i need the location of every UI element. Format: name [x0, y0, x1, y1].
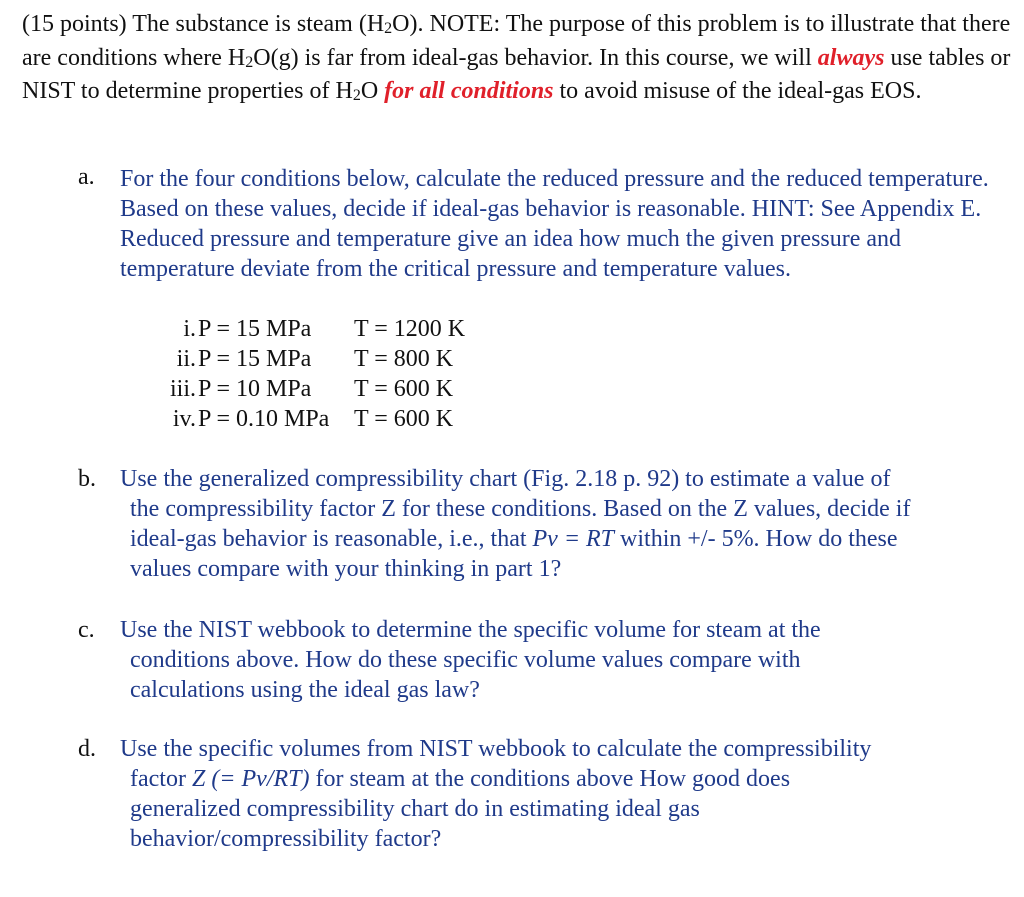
condition-number: i. — [183, 316, 196, 342]
part-c-line-1: Use the NIST webbook to determine the specific volume for steam at the — [120, 617, 821, 643]
part-b-line-3 — [130, 526, 898, 553]
part-d-line-2-start: factor — [130, 766, 192, 792]
condition-temperature: T = 1200 K — [354, 316, 466, 342]
part-c-marker: c. — [78, 617, 95, 643]
part-b-line-3-end: within +/- 5%. How do these — [614, 526, 898, 552]
part-d-line-1: Use the specific volumes from NIST webbook to calculate the compressibility — [120, 736, 872, 762]
part-c-line-3: calculations using the ideal gas law? — [130, 677, 480, 703]
intro-subscript-1: 2 — [384, 20, 393, 37]
intro-text-2: O). NOTE: The purpose of this problem is to illustrate that there are conditions where H — [22, 11, 1011, 71]
part-d-line-4: behavior/compressibility factor? — [130, 826, 442, 852]
problem-intro — [22, 10, 1012, 111]
condition-pressure: P = 15 MPa — [198, 316, 312, 342]
part-b-marker: b. — [78, 466, 96, 492]
part-b-line-3-start: ideal-gas behavior is reasonable, i.e., that — [130, 526, 533, 552]
part-d-marker: d. — [78, 736, 96, 762]
condition-pressure: P = 10 MPa — [198, 376, 312, 402]
part-b-line-1: Use the generalized compressibility chart (Fig. 2.18 p. 92) to estimate a value of — [120, 466, 891, 492]
intro-subscript-3: 2 — [352, 87, 361, 104]
intro-emphasis-for-all-conditions: for all conditions — [384, 78, 554, 104]
condition-pressure: P = 0.10 MPa — [198, 406, 330, 432]
condition-temperature: T = 800 K — [354, 346, 454, 372]
intro-text-6: to avoid misuse of the ideal-gas EOS. — [553, 78, 922, 104]
intro-subscript-2: 2 — [245, 53, 254, 71]
condition-number: ii. — [176, 346, 196, 372]
ideal-gas-equation: Pv = RT — [532, 526, 615, 552]
part-d-line-2 — [130, 766, 790, 793]
condition-temperature: T = 600 K — [354, 406, 454, 432]
intro-text-3: O(g) is far from ideal-gas behavior. In this course, we will — [253, 44, 818, 71]
compressibility-equation: Z (= Pv/RT) — [191, 766, 310, 792]
part-d-line-2-end: for steam at the conditions above How good does — [309, 766, 791, 792]
intro-text-5: O — [360, 78, 385, 104]
part-c-line-2: conditions above. How do these specific volume values compare with — [130, 647, 801, 673]
condition-number: iii. — [169, 376, 196, 402]
part-d-line-3: generalized compressibility chart do in estimating ideal gas — [130, 796, 700, 822]
part-b-line-2: the compressibility factor Z for these conditions. Based on the Z values, decide if — [130, 496, 911, 522]
condition-number: iv. — [172, 406, 196, 432]
intro-text-1: (15 points) The substance is steam (H — [22, 11, 385, 37]
part-b-line-4: values compare with your thinking in part 1? — [130, 556, 562, 582]
intro-text-4: use tables or NIST to determine properties of H — [22, 44, 1011, 104]
part-a-text: For the four conditions below, calculate the reduced pressure and the reduced temperature. Based on these values, decide if ideal-gas behavior is reasonable. HINT: See Appendix E. Reduced pressure and temperature give an idea how much the given pressure and temperature deviate from the critical pressure and temperature values. — [120, 166, 989, 282]
part-a-marker: a. — [78, 164, 95, 190]
condition-temperature: T = 600 K — [354, 376, 454, 402]
intro-emphasis-always: always — [817, 44, 885, 71]
condition-pressure: P = 15 MPa — [198, 346, 312, 372]
